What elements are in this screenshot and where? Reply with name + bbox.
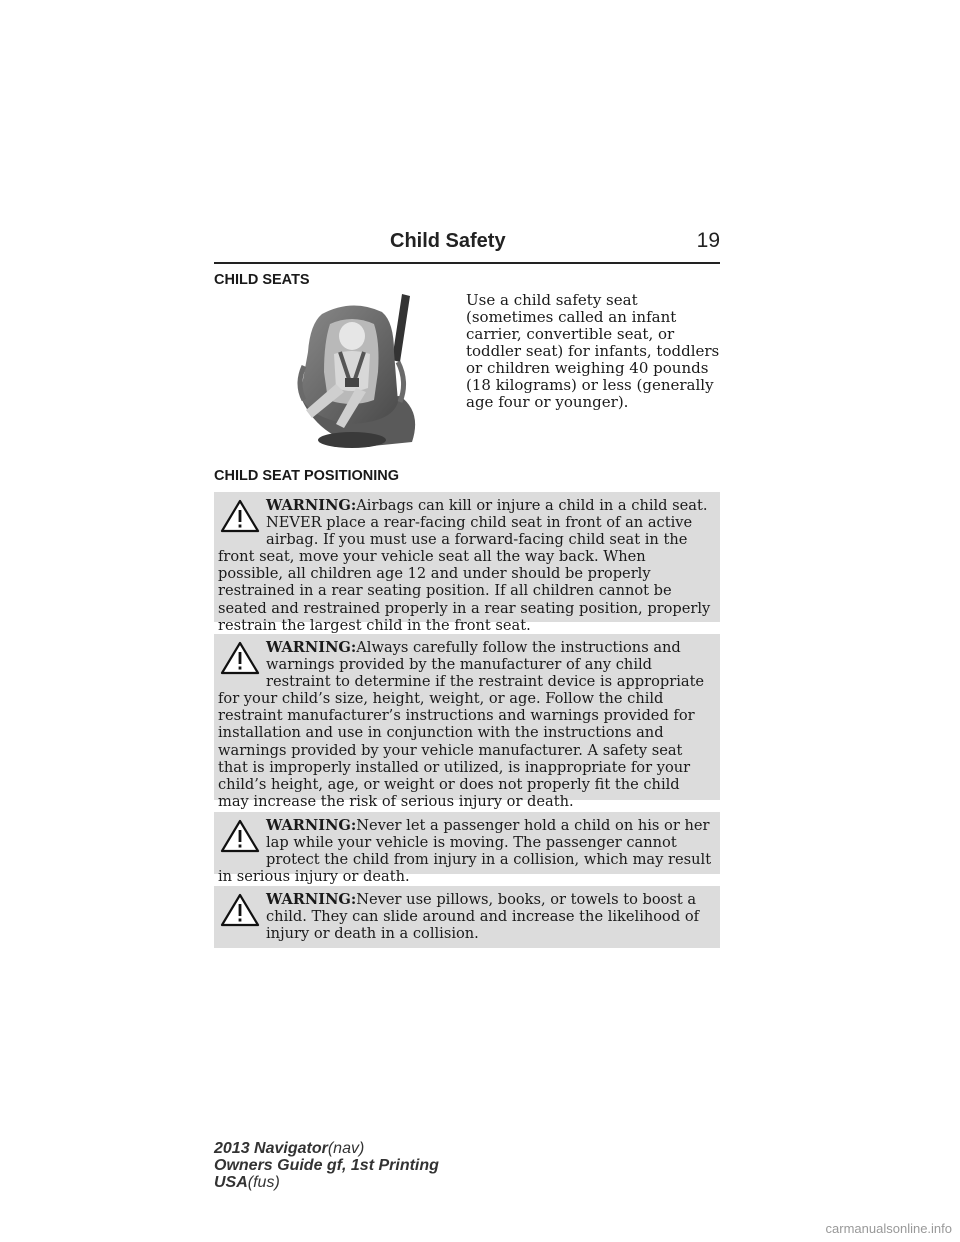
warning-body: Never let a passenger hold a child on his or her lap while your vehicle is moving. The passenger cannot protect the child from injury in a collision, which may result in serious injury or death.	[218, 817, 712, 886]
warning-triangle-icon	[220, 893, 260, 927]
footer-model-code: (nav)	[327, 1140, 365, 1157]
warning-body: Never use pillows, books, or towels to boost a child. They can slide around and increase the likelihood of injury or death in a collision.	[266, 891, 700, 943]
footer-model: 2013 Navigator	[214, 1140, 328, 1157]
warning-text	[218, 891, 715, 942]
warning-text	[218, 817, 715, 885]
warning-label: WARNING:	[266, 497, 357, 514]
warning-box-manufacturer-instructions	[214, 634, 720, 810]
warning-label: WARNING:	[266, 817, 357, 834]
warning-box-boost	[214, 886, 720, 948]
warning-text	[218, 497, 715, 634]
section-heading-child-seat-positioning: CHILD SEAT POSITIONING	[214, 468, 400, 484]
footer-guide: Owners Guide gf, 1st Printing	[214, 1157, 439, 1174]
warning-triangle-icon	[220, 819, 260, 853]
page-number: 19	[696, 229, 720, 252]
watermark: carmanualsonline.info	[825, 1221, 952, 1236]
warning-triangle-icon	[220, 499, 260, 533]
child-seat-illustration	[282, 292, 432, 450]
footer-market-code: (fus)	[247, 1174, 280, 1191]
page-header	[214, 228, 720, 264]
section-heading-child-seats: CHILD SEATS	[214, 272, 310, 288]
chapter-title: Child Safety	[390, 230, 506, 252]
child-seats-intro: Use a child safety seat (sometimes called an infant carrier, convertible seat, or toddler seat) for infants, toddlers or children weighing 40 pounds (18 kilograms) or less (generally age four or younger).	[466, 291, 720, 411]
warning-box-airbags	[214, 492, 720, 634]
warning-label: WARNING:	[266, 891, 357, 908]
warning-body: Always carefully follow the instructions and warnings provided by the manufacturer of any child restraint to determine if the restraint device is appropriate for your child’s size, height, weight, or age. Follow the child restraint manufacturer’s instructions and warnings provided for installation and use in conjunction with the instructions and warnings provided by your vehicle manufacturer. A safety seat that is improperly installed or utilized, is inappropriate for your child’s height, age, or weight or does not properly fit the child may increase the risk of serious injury or death.	[218, 639, 705, 810]
warning-text	[218, 639, 715, 810]
warning-box-lap	[214, 812, 720, 886]
footer-imprint	[214, 1140, 439, 1191]
warning-body: Airbags can kill or injure a child in a child seat. NEVER place a rear-facing child seat in front of an active airbag. If you must use a forward-facing child seat in the front seat, move your vehicle seat all the way back. When possible, all children age 12 and under should be properly restrained in a rear seating position. If all children cannot be seated and restrained properly in a rear seating position, properly restrain the largest child in the front seat.	[218, 497, 711, 634]
footer-market: USA	[214, 1174, 248, 1191]
warning-triangle-icon	[220, 641, 260, 675]
warning-label: WARNING:	[266, 639, 357, 656]
